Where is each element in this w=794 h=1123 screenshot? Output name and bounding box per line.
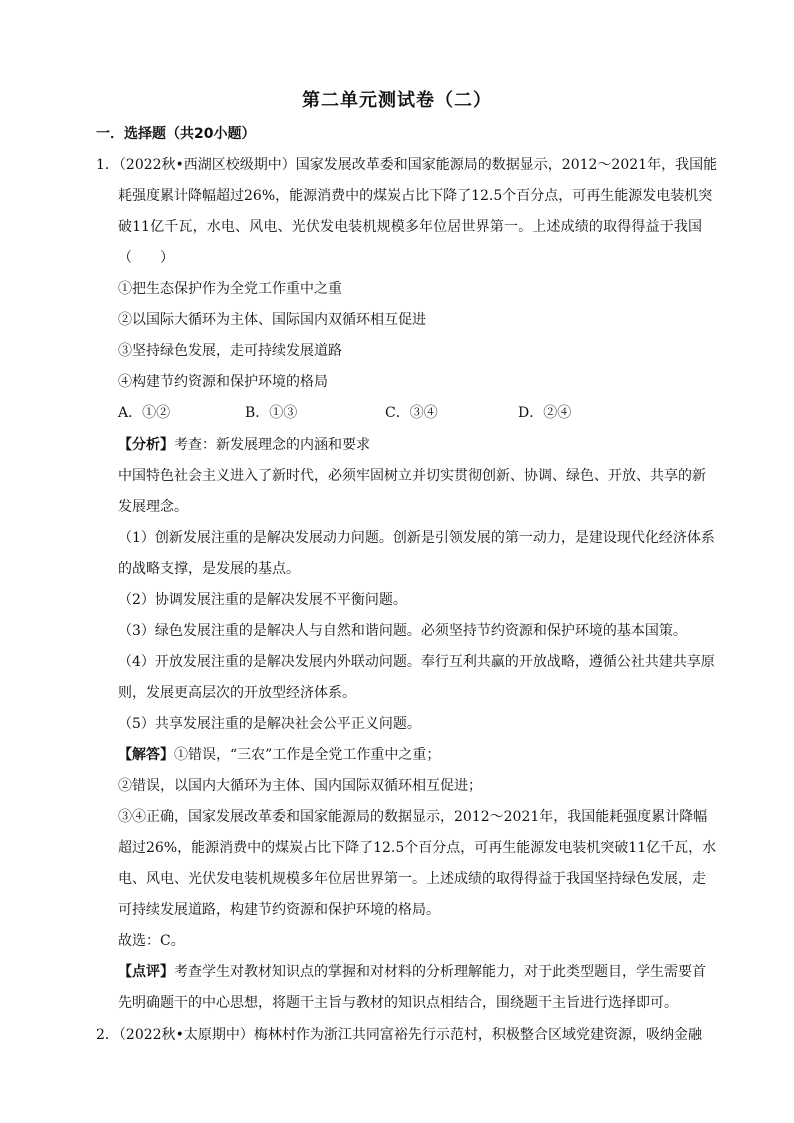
analysis-line-2: 中国特色社会主义进入了新时代，必须牢固树立并切实贯彻创新、协调、绿色、开放、共享的新 (118, 468, 706, 484)
answer-tag: 【解答】 (118, 747, 174, 763)
statement-1: ①把生态保护作为全党工作重中之重 (118, 281, 342, 297)
section-heading: 一．选择题（共20小题） (96, 126, 256, 142)
question-1-line-1: 1．（2022秋•西湖区校级期中）国家发展改革委和国家能源局的数据显示，2012～2021年，我国能 (96, 157, 718, 173)
statement-4: ④构建节约资源和保护环境的格局 (118, 374, 328, 390)
question-1-blank: （ ） (118, 250, 174, 266)
answer-line-4: 超过26%，能源消费中的煤炭占比下降了12.5个百分点，可再生能源发电装机突破11亿千瓦，水 (118, 840, 717, 856)
statement-3: ③坚持绿色发展，走可持续发展道路 (118, 343, 342, 359)
question-1-line-3: 破11亿千瓦，水电、风电、光伏发电装机规模多年位居世界第一。上述成绩的取得得益于我国 (118, 219, 702, 235)
question-1-number: 1． (96, 157, 119, 173)
option-a[interactable]: A．①② (118, 405, 171, 421)
page-title: 第二单元测试卷（二） (302, 90, 492, 111)
comment-line-2: 先明确题干的中心思想，将题干主旨与教材的知识点相结合，围绕题干主旨进行选择即可。 (118, 995, 678, 1011)
analysis-line-4: （1）创新发展注重的是解决发展动力问题。创新是引领发展的第一动力，是建设现代化经济体系 (118, 530, 715, 546)
answer-line-3: ③④正确，国家发展改革委和国家能源局的数据显示，2012～2021年，我国能耗强度累计降幅 (118, 809, 708, 825)
answer-line-6: 可持续发展道路，构建节约资源和保护环境的格局。 (118, 902, 440, 918)
answer-line-1: 【解答】①错误，“三农”工作是全党工作重中之重； (118, 747, 441, 763)
analysis-line-5: 的战略支撑，是发展的基点。 (118, 561, 300, 577)
analysis-line-6: （2）协调发展注重的是解决发展不平衡问题。 (118, 592, 407, 608)
analysis-line-8: （4）开放发展注重的是解决发展内外联动问题。奉行互利共赢的开放战略，遵循公社共建共享原 (118, 654, 715, 670)
option-b[interactable]: B．①③ (245, 405, 298, 421)
answer-line-5: 电、风电、光伏发电装机规模多年位居世界第一。上述成绩的取得得益于我国坚持绿色发展，走 (118, 871, 706, 887)
analysis-line-9: 则，发展更高层次的开放型经济体系。 (118, 685, 356, 701)
question-2-number: 2． (96, 1027, 119, 1043)
analysis-tag: 【分析】 (118, 437, 174, 453)
option-c[interactable]: C．③④ (385, 405, 438, 421)
comment-tag: 【点评】 (118, 964, 174, 980)
statement-2: ②以国际大循环为主体、国际国内双循环相互促进 (118, 312, 426, 328)
answer-line-2: ②错误，以国内大循环为主体、国内国际双循环相互促进； (118, 778, 482, 794)
analysis-line-1: 【分析】考查：新发展理念的内涵和要求 (118, 437, 370, 453)
analysis-line-10: （5）共享发展注重的是解决社会公平正义问题。 (118, 716, 421, 732)
question-2-line-1: 2．（2022秋•太原期中）梅林村作为浙江共同富裕先行示范村，积极整合区域党建资源，吸纳金融 (96, 1027, 702, 1043)
question-1-line-2: 耗强度累计降幅超过26%，能源消费中的煤炭占比下降了12.5个百分点，可再生能源发电装机突 (118, 188, 713, 204)
answer-choice: 故选：C。 (118, 933, 185, 949)
option-d[interactable]: D．②④ (518, 405, 572, 421)
analysis-line-3: 发展理念。 (118, 499, 188, 515)
analysis-line-7: （3）绿色发展注重的是解决人与自然和谐问题。必须坚持节约资源和保护环境的基本国策。 (118, 623, 687, 639)
comment-line-1: 【点评】考查学生对教材知识点的掌握和对材料的分析理解能力，对于此类型题目，学生需要首 (118, 964, 706, 980)
